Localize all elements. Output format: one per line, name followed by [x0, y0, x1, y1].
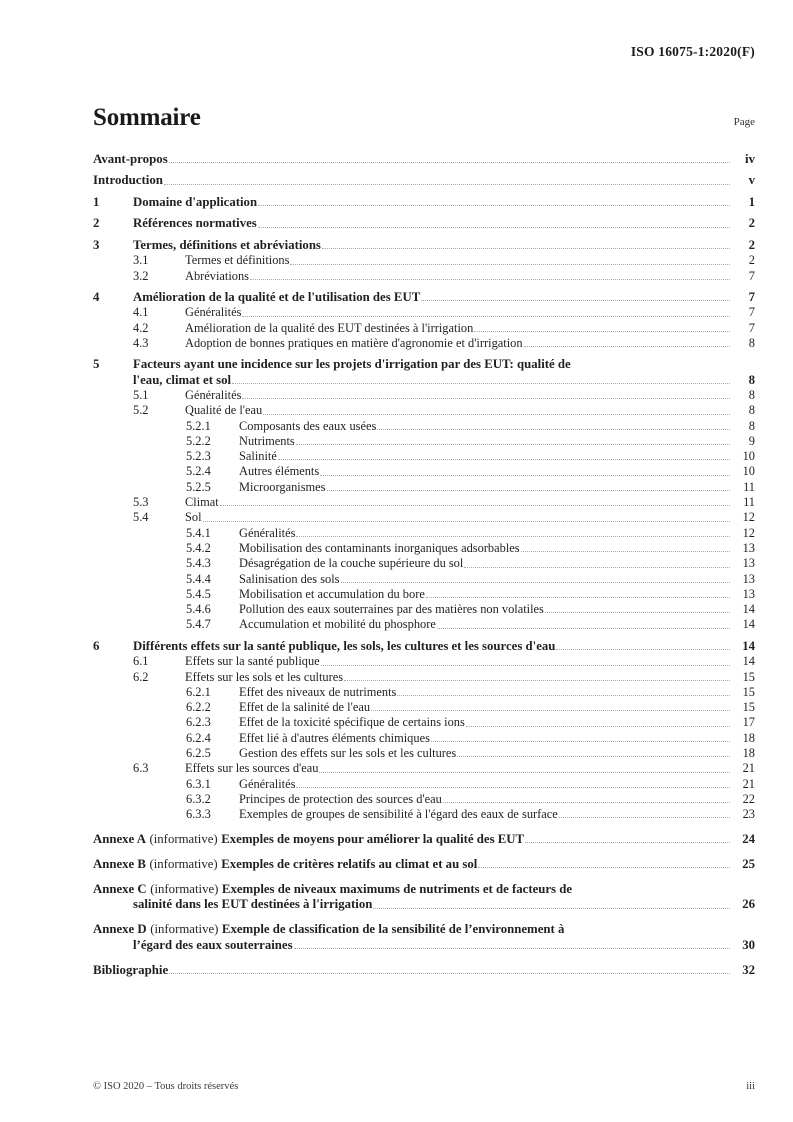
toc-entry-page: 10 [742, 449, 755, 464]
dot-leader [327, 482, 731, 494]
toc-entry-5-2-1[interactable] [93, 419, 755, 434]
toc-entry-page: 25 [742, 856, 755, 871]
toc-entry-5-4-2[interactable] [93, 541, 755, 556]
toc-entry-number: 5.4 [133, 510, 149, 525]
toc-entry-page: 12 [742, 525, 755, 540]
toc-entry-5-4-4[interactable] [93, 572, 755, 587]
dot-leader [524, 338, 730, 350]
toc-entry-label: Termes et définitions [185, 253, 290, 268]
page-folio: iii [746, 1081, 755, 1092]
toc-entry-number: 1 [93, 194, 100, 209]
dot-leader [242, 390, 730, 402]
dot-leader [373, 900, 730, 912]
toc-entry-number: 5.4.2 [186, 540, 211, 555]
toc-entry-page: 14 [742, 654, 755, 669]
page-column-label: Page [733, 116, 755, 128]
toc-entry-page: 13 [742, 571, 755, 586]
toc-entry-number: 3.1 [133, 253, 149, 268]
toc-entry-5-4-5[interactable] [93, 587, 755, 602]
toc-entry-page: 26 [742, 897, 755, 912]
toc-entry-page: 7 [748, 305, 755, 320]
toc-entry-number: 5.4.7 [186, 617, 211, 632]
toc-entry-6-3-2[interactable] [93, 792, 755, 807]
toc-entry-avant-propos[interactable] [93, 152, 755, 167]
toc-entry-label: Termes, définitions et abréviations [133, 237, 321, 252]
dot-leader [169, 154, 730, 166]
toc-entry-label: Effet de la toxicité spécifique de certains ions [239, 715, 465, 730]
toc-entry-5-4-1[interactable] [93, 526, 755, 541]
toc-entry-page: 7 [748, 320, 755, 335]
toc-entry-number: 6.3 [133, 761, 149, 776]
toc-entry-6-2-2[interactable] [93, 700, 755, 715]
copyright-notice: © ISO 2020 – Tous droits réservés [93, 1081, 239, 1092]
dot-leader [294, 940, 730, 952]
page-footer [93, 1081, 755, 1092]
toc-entry-6-2-3[interactable] [93, 715, 755, 730]
dot-leader [296, 779, 730, 791]
dot-leader [232, 375, 730, 387]
toc-entry-label: Composants des eaux usées [239, 418, 377, 433]
annexe-kind: (informative) [150, 922, 219, 937]
toc-entry-page: 15 [742, 700, 755, 715]
dot-leader [220, 497, 730, 509]
toc-entry-label: Généralités [239, 525, 296, 540]
toc-entry-6-2-4[interactable] [93, 731, 755, 746]
toc-entry-page: 13 [742, 540, 755, 555]
toc-entry-6-2[interactable] [93, 670, 755, 685]
toc-entry-label: Accumulation et mobilité du phosphore [239, 617, 436, 632]
toc-entry-page: 8 [748, 387, 755, 402]
toc-entry-label: Microorganismes [239, 479, 326, 494]
toc-entry-5-2-3[interactable] [93, 449, 755, 464]
toc-entry-introduction[interactable] [93, 173, 755, 188]
toc-entry-number: 5.4.1 [186, 525, 211, 540]
toc-entry-label: Gestion des effets sur les sols et les cultures [239, 746, 457, 760]
toc-entry-label: Amélioration de la qualité et de l'utilisation des EUT [133, 290, 421, 305]
toc-entry-page: iv [745, 152, 755, 166]
toc-entry-number: 6.2 [133, 669, 149, 684]
toc-entry-number: 6.3.3 [186, 807, 211, 822]
dot-leader [556, 641, 730, 653]
toc-entry-page: 14 [742, 638, 755, 653]
toc-entry-1[interactable] [93, 195, 755, 210]
toc-entry-number: 5.4.6 [186, 602, 211, 617]
dot-leader [250, 271, 730, 283]
document-header-standard-ref: ISO 16075-1:2020(F) [630, 44, 755, 59]
toc-entry-6-2-1[interactable] [93, 685, 755, 700]
toc-entry-5-2-5[interactable] [93, 480, 755, 495]
dot-leader [242, 308, 730, 320]
annexe-kind: (informative) [149, 831, 218, 846]
dot-leader [319, 764, 730, 776]
toc-entry-label: Références normatives [133, 216, 257, 231]
toc-entry-page: 23 [742, 807, 755, 822]
annexe-label: Annexe C [93, 881, 147, 896]
toc-entry-page: 8 [748, 418, 755, 433]
toc-entry-number: 5.2.3 [186, 449, 211, 464]
toc-entry-page: 8 [748, 335, 755, 350]
annexe-kind: (informative) [150, 881, 219, 896]
toc-entry-5-2-2[interactable] [93, 434, 755, 449]
toc-entry-label: Mobilisation et accumulation du bore [239, 586, 425, 601]
toc-entry-page: 22 [742, 791, 755, 806]
annexe-label: Annexe A [93, 831, 146, 846]
toc-entry-4-3[interactable] [93, 336, 755, 351]
toc-entry-annexe-c[interactable] [93, 882, 755, 913]
bibliography-label: Bibliographie [93, 962, 169, 977]
toc-entry-label: Sol [185, 510, 202, 525]
toc-entry-label: Effet de la salinité de l'eau [239, 700, 371, 715]
toc-entry-page: 8 [748, 403, 755, 418]
toc-entry-page: 14 [742, 602, 755, 617]
dot-leader [258, 197, 730, 209]
dot-leader [525, 834, 730, 846]
toc-entry-label: Autres éléments [239, 464, 320, 479]
toc-entry-number: 6 [93, 638, 100, 653]
toc-entry-label: Effets sur les sources d'eau [185, 761, 319, 776]
toc-entry-4[interactable] [93, 290, 755, 305]
toc-entry-page: 8 [748, 372, 755, 387]
toc-entry-page: 32 [742, 962, 755, 977]
toc-entry-label: Abréviations [185, 268, 250, 283]
toc-entry-page: 24 [742, 831, 755, 846]
toc-entry-number: 4.3 [133, 335, 149, 350]
toc-entry-number: 5.2.5 [186, 479, 211, 494]
toc-entry-page: 2 [748, 237, 755, 252]
dot-leader [437, 620, 730, 632]
toc-entry-label: Généralités [239, 776, 296, 791]
toc-entry-label: Salinité [239, 449, 277, 464]
toc-entry-number: 5.2.1 [186, 418, 211, 433]
annexe-title-line-2: l’égard des eaux souterraines [133, 937, 293, 952]
toc-entry-6-1[interactable] [93, 654, 755, 669]
toc-entry-label: Pollution des eaux souterraines par des matières non volatiles [239, 602, 544, 617]
toc-entry-label: Avant-propos [93, 152, 168, 166]
toc-entry-number: 3 [93, 237, 100, 252]
dot-leader [466, 718, 730, 730]
toc-entry-number: 5.2 [133, 403, 149, 418]
toc-entry-3-1[interactable] [93, 253, 755, 268]
toc-entry-label: Nutriments [239, 433, 295, 448]
dot-leader [397, 687, 730, 699]
dot-leader [457, 748, 730, 760]
toc-entry-page: 7 [748, 268, 755, 283]
toc-entry-page: 30 [742, 937, 755, 952]
dot-leader [426, 589, 730, 601]
annexe-title: Exemples de moyens pour améliorer la qualité des EUT [221, 831, 525, 846]
dot-leader [320, 467, 730, 479]
toc-entry-label-line-2: l'eau, climat et sol [133, 372, 232, 387]
dot-leader [521, 543, 730, 555]
toc-entry-5-2-4[interactable] [93, 464, 755, 479]
toc-entry-label: Mobilisation des contaminants inorganiques adsorbables [239, 540, 520, 555]
toc-entry-label: Effet des niveaux de nutriments [239, 684, 397, 699]
dot-leader [559, 809, 730, 821]
dot-leader [545, 604, 730, 616]
toc-entry-number: 5.3 [133, 495, 149, 510]
toc-entry-number: 4.1 [133, 305, 149, 320]
toc-entry-5-4-7[interactable] [93, 617, 755, 632]
toc-entry-page: 7 [748, 290, 755, 305]
toc-entry-page: 13 [742, 556, 755, 571]
toc-entry-3-2[interactable] [93, 269, 755, 284]
toc-entry-label: Principes de protection des sources d'eau [239, 791, 442, 806]
toc-entry-number: 5.2.4 [186, 464, 211, 479]
toc-entry-page: 13 [742, 586, 755, 601]
dot-leader [371, 702, 730, 714]
annexe-title: Exemples de critères relatifs au climat et au sol [221, 856, 478, 871]
toc-entry-6-3-1[interactable] [93, 777, 755, 792]
dot-leader [263, 406, 730, 418]
toc-entry-label: Salinisation des sols [239, 571, 340, 586]
toc-entry-number: 3.2 [133, 268, 149, 283]
toc-entry-label-line-1: Facteurs ayant une incidence sur les projets d'irrigation par des EUT: qualité de [133, 357, 571, 372]
toc-entry-3[interactable] [93, 238, 755, 253]
toc-entry-annexe-a[interactable] [93, 832, 755, 848]
toc-entry-number: 6.2.3 [186, 715, 211, 730]
dot-leader [296, 528, 730, 540]
toc-entry-page: 21 [742, 761, 755, 776]
toc-entry-annexe-b[interactable] [93, 857, 755, 873]
annexe-label: Annexe B [93, 856, 146, 871]
toc-entry-2[interactable] [93, 216, 755, 231]
toc-entry-number: 6.2.2 [186, 700, 211, 715]
dot-leader [464, 559, 730, 571]
dot-leader [431, 733, 730, 745]
toc-entry-annexe-d[interactable] [93, 922, 755, 953]
table-of-contents [93, 152, 755, 978]
dot-leader [169, 965, 730, 977]
toc-entry-page: 11 [743, 495, 755, 510]
toc-entry-number: 6.2.5 [186, 746, 211, 760]
toc-entry-page: 15 [742, 684, 755, 699]
toc-entry-6-2-5[interactable] [93, 746, 755, 761]
toc-entry-label: Effets sur les sols et les cultures [185, 669, 344, 684]
dot-leader [278, 451, 730, 463]
dot-leader [474, 323, 730, 335]
toc-entry-label: Amélioration de la qualité des EUT destinées à l'irrigation [185, 320, 474, 335]
toc-entry-label: Qualité de l'eau [185, 403, 263, 418]
dot-leader [377, 421, 730, 433]
toc-entry-number: 5.4.3 [186, 556, 211, 571]
dot-leader [341, 574, 730, 586]
toc-entry-5-4[interactable] [93, 510, 755, 525]
toc-entry-5[interactable] [93, 357, 755, 388]
toc-entry-page: 9 [748, 433, 755, 448]
toc-entry-label: Désagrégation de la couche supérieure du sol [239, 556, 464, 571]
dot-leader [321, 657, 730, 669]
toc-entry-number: 5.4.4 [186, 571, 211, 586]
toc-entry-label: Généralités [185, 305, 242, 320]
toc-entry-page: v [748, 173, 755, 188]
toc-entry-page: 17 [742, 715, 755, 730]
toc-entry-label: Adoption de bonnes pratiques en matière d'agronomie et d'irrigation [185, 335, 523, 350]
toc-entry-4-1[interactable] [93, 305, 755, 320]
toc-entry-label: Effet lié à d'autres éléments chimiques [239, 730, 430, 745]
page-title: Sommaire [93, 104, 201, 131]
toc-entry-page: 21 [742, 776, 755, 791]
toc-entry-number: 2 [93, 216, 100, 231]
toc-entry-5-1[interactable] [93, 388, 755, 403]
annexe-title-line-1: Exemple de classification de la sensibilité de l’environnement à [221, 922, 565, 937]
toc-entry-page: 2 [748, 253, 755, 268]
annexe-title-line-2: salinité dans les EUT destinées à l'irrigation [133, 897, 373, 912]
annexe-kind: (informative) [149, 856, 218, 871]
toc-entry-number: 6.3.2 [186, 791, 211, 806]
dot-leader [164, 176, 730, 188]
toc-entry-label: Exemples de groupes de sensibilité à l'égard des eaux de surface [239, 807, 558, 822]
toc-entry-page: 12 [742, 510, 755, 525]
toc-entry-label: Climat [185, 495, 219, 510]
toc-entry-number: 6.2.4 [186, 730, 211, 745]
toc-entry-6-3[interactable] [93, 761, 755, 776]
toc-entry-number: 6.3.1 [186, 776, 211, 791]
dot-leader [443, 794, 730, 806]
toc-entry-number: 4 [93, 290, 100, 305]
toc-entry-5-4-6[interactable] [93, 602, 755, 617]
toc-entry-page: 18 [742, 746, 755, 760]
toc-entry-number: 5.1 [133, 387, 149, 402]
dot-leader [258, 219, 730, 231]
toc-entry-label: Domaine d'application [133, 194, 258, 209]
toc-entry-4-2[interactable] [93, 321, 755, 336]
toc-entry-number: 6.2.1 [186, 684, 211, 699]
dot-leader [478, 859, 730, 871]
dot-leader [421, 292, 730, 304]
toc-entry-number: 5.2.2 [186, 433, 211, 448]
toc-entry-page: 14 [742, 617, 755, 632]
toc-entry-page: 11 [743, 479, 755, 494]
toc-entry-page: 1 [748, 194, 755, 209]
annexe-title-line-1: Exemples de niveaux maximums de nutriments et de facteurs de [221, 881, 573, 896]
toc-entry-5-3[interactable] [93, 495, 755, 510]
toc-entry-6-3-3[interactable] [93, 807, 755, 822]
toc-entry-label: Introduction [93, 173, 163, 188]
toc-entry-5-2[interactable] [93, 403, 755, 418]
toc-entry-number: 4.2 [133, 320, 149, 335]
toc-entry-label: Effets sur la santé publique [185, 654, 320, 669]
toc-entry-page: 10 [742, 464, 755, 479]
dot-leader [290, 256, 730, 268]
toc-entry-page: 18 [742, 730, 755, 745]
dot-leader [322, 240, 730, 252]
toc-entry-page: 15 [742, 669, 755, 684]
annexe-label: Annexe D [93, 922, 147, 937]
toc-entry-5-4-3[interactable] [93, 556, 755, 571]
toc-title-row [93, 104, 755, 132]
dot-leader [344, 672, 730, 684]
dot-leader [296, 436, 730, 448]
dot-leader [203, 513, 730, 525]
toc-entry-label: Différents effets sur la santé publique, les sols, les cultures et les sources d'eau [133, 638, 556, 653]
toc-entry-page: 2 [748, 216, 755, 231]
toc-entry-number: 5 [93, 357, 100, 372]
toc-entry-bibliographie[interactable] [93, 963, 755, 978]
toc-entry-number: 5.4.5 [186, 586, 211, 601]
toc-entry-label: Généralités [185, 387, 242, 402]
toc-entry-number: 6.1 [133, 654, 149, 669]
toc-entry-6[interactable] [93, 639, 755, 654]
